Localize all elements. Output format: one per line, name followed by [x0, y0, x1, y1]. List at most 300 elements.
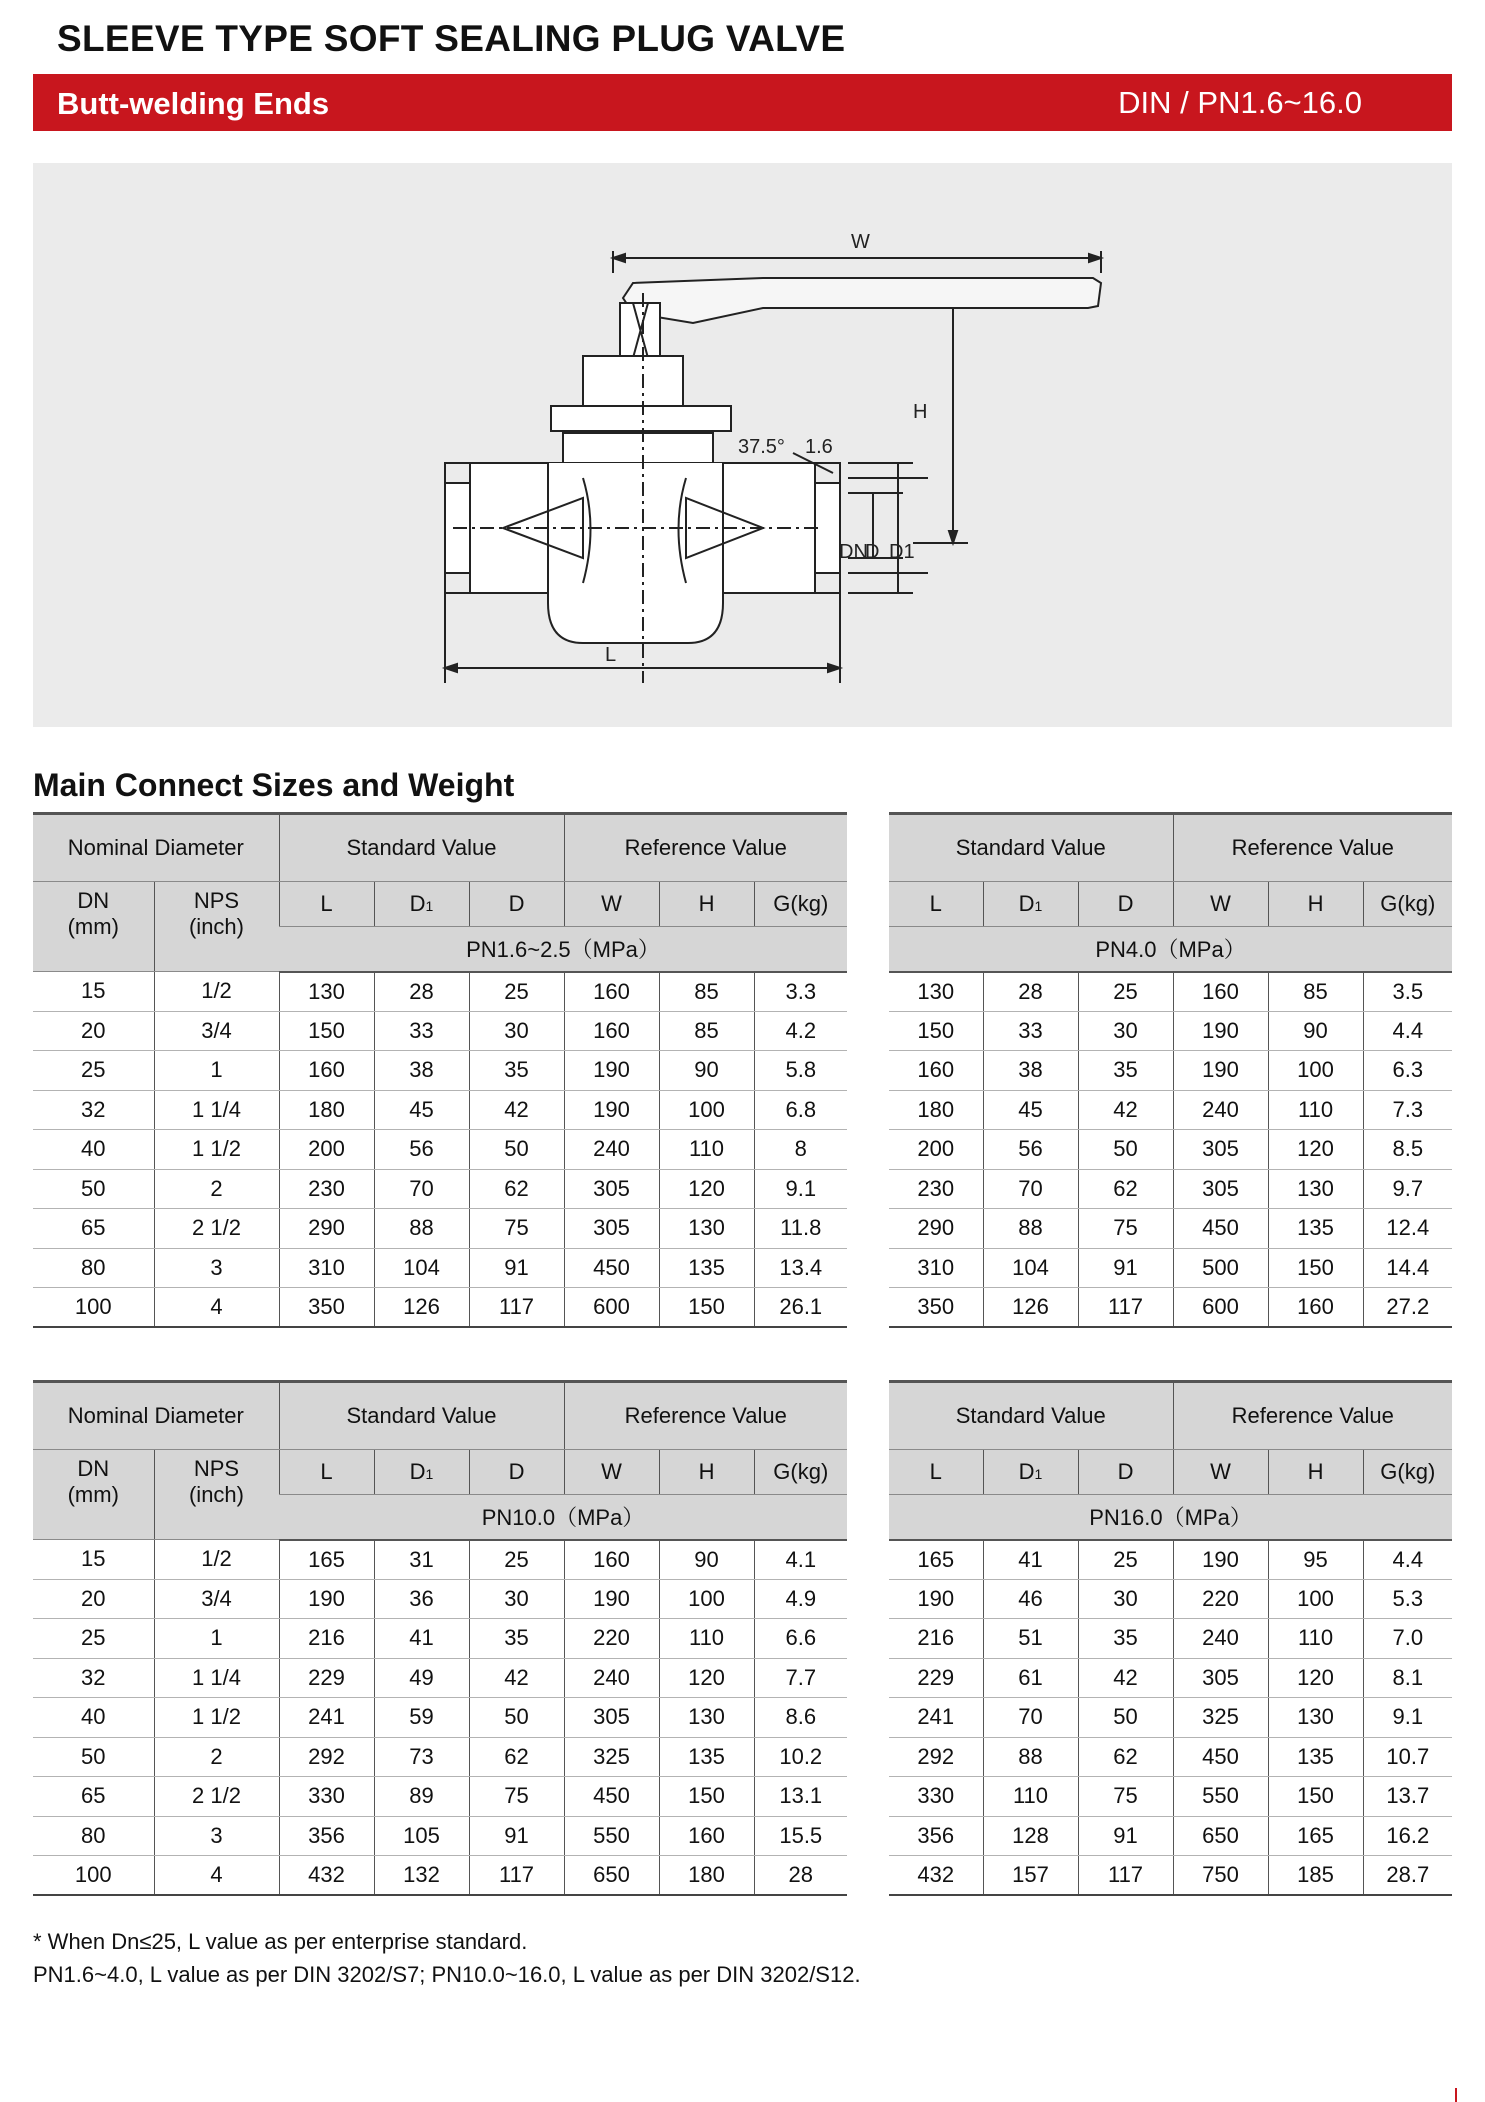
cell-d1: 157 — [983, 1856, 1078, 1896]
cell-h: 90 — [1268, 1011, 1363, 1051]
cell-dn: 80 — [33, 1248, 154, 1288]
cell-d: 62 — [1078, 1169, 1173, 1209]
cell-d: 75 — [1078, 1209, 1173, 1249]
cell-d1: 104 — [983, 1248, 1078, 1288]
header-nps: NPS (inch) — [154, 882, 279, 972]
cell-w: 190 — [1173, 1051, 1268, 1091]
table-row — [889, 1288, 1452, 1328]
cell-d: 35 — [469, 1619, 564, 1659]
cell-g: 8.5 — [1363, 1130, 1452, 1170]
header-w: W — [1173, 882, 1268, 927]
cell-dn: 20 — [33, 1011, 154, 1051]
cell-d: 50 — [1078, 1698, 1173, 1738]
cell-w: 160 — [564, 1540, 659, 1580]
cell-l: 292 — [279, 1737, 374, 1777]
pressure-class: PN16.0（MPa） — [889, 1495, 1452, 1540]
cell-h: 150 — [659, 1777, 754, 1817]
cell-g: 4.4 — [1363, 1011, 1452, 1051]
cell-g: 13.4 — [754, 1248, 847, 1288]
table-row — [33, 1737, 847, 1777]
cell-l: 230 — [279, 1169, 374, 1209]
cell-nps: 1 1/2 — [154, 1130, 279, 1170]
header-d1: D1 — [983, 1450, 1078, 1495]
cell-w: 450 — [1173, 1209, 1268, 1249]
cell-g: 10.2 — [754, 1737, 847, 1777]
header-d1: D1 — [374, 882, 469, 927]
cell-w: 450 — [564, 1777, 659, 1817]
cell-d: 25 — [1078, 1540, 1173, 1580]
cell-h: 150 — [1268, 1777, 1363, 1817]
header-standard-value: Standard Value — [889, 814, 1173, 882]
cell-h: 180 — [659, 1856, 754, 1896]
header-w: W — [564, 882, 659, 927]
cell-g: 11.8 — [754, 1209, 847, 1249]
table-row — [33, 1698, 847, 1738]
cell-d1: 88 — [983, 1209, 1078, 1249]
header-h: H — [1268, 1450, 1363, 1495]
table-row — [889, 1011, 1452, 1051]
cell-dn: 100 — [33, 1288, 154, 1328]
table-row — [33, 1540, 847, 1580]
cell-d1: 105 — [374, 1816, 469, 1856]
cell-d1: 132 — [374, 1856, 469, 1896]
cell-l: 230 — [889, 1169, 983, 1209]
cell-d1: 33 — [374, 1011, 469, 1051]
cell-d: 50 — [1078, 1130, 1173, 1170]
cell-d1: 28 — [983, 972, 1078, 1012]
cell-nps: 1 1/4 — [154, 1658, 279, 1698]
cell-h: 135 — [1268, 1737, 1363, 1777]
cell-g: 4.2 — [754, 1011, 847, 1051]
cell-d: 30 — [469, 1011, 564, 1051]
cell-dn: 32 — [33, 1658, 154, 1698]
label-dn: DN — [839, 541, 868, 563]
cell-h: 110 — [659, 1619, 754, 1659]
cell-l: 310 — [889, 1248, 983, 1288]
cell-d: 25 — [1078, 972, 1173, 1012]
cell-nps: 3/4 — [154, 1011, 279, 1051]
cell-d: 75 — [469, 1777, 564, 1817]
cell-d: 35 — [1078, 1051, 1173, 1091]
header-reference-value: Reference Value — [564, 814, 847, 882]
cell-l: 216 — [279, 1619, 374, 1659]
table-row — [889, 1130, 1452, 1170]
cell-g: 9.7 — [1363, 1169, 1452, 1209]
cell-l: 330 — [279, 1777, 374, 1817]
cell-h: 130 — [1268, 1169, 1363, 1209]
end-type-subtitle: Butt-welding Ends — [57, 86, 330, 121]
cell-w: 305 — [564, 1209, 659, 1249]
cell-w: 240 — [1173, 1090, 1268, 1130]
cell-d1: 45 — [374, 1090, 469, 1130]
cell-d: 25 — [469, 972, 564, 1012]
table-row — [33, 1658, 847, 1698]
header-l: L — [279, 1450, 374, 1495]
cell-d: 30 — [1078, 1011, 1173, 1051]
cell-d1: 128 — [983, 1816, 1078, 1856]
cell-d1: 41 — [983, 1540, 1078, 1580]
header-g: G(kg) — [1363, 1450, 1452, 1495]
cell-g: 28.7 — [1363, 1856, 1452, 1896]
cell-g: 5.8 — [754, 1051, 847, 1091]
table-row — [889, 1169, 1452, 1209]
table-row — [889, 1051, 1452, 1091]
table-row — [889, 1209, 1452, 1249]
cell-w: 500 — [1173, 1248, 1268, 1288]
header-reference-value: Reference Value — [1173, 1382, 1452, 1450]
cell-l: 241 — [279, 1698, 374, 1738]
table-pn160 — [889, 1380, 1452, 1896]
cell-w: 325 — [1173, 1698, 1268, 1738]
cell-w: 305 — [1173, 1658, 1268, 1698]
cell-d1: 61 — [983, 1658, 1078, 1698]
cell-dn: 100 — [33, 1856, 154, 1896]
table-row — [33, 1130, 847, 1170]
table-row — [33, 1288, 847, 1328]
cell-h: 160 — [659, 1816, 754, 1856]
table-row — [889, 1540, 1452, 1580]
cell-g: 8 — [754, 1130, 847, 1170]
cell-l: 190 — [889, 1579, 983, 1619]
cell-g: 4.9 — [754, 1579, 847, 1619]
cell-dn: 15 — [33, 972, 154, 1012]
cell-l: 180 — [279, 1090, 374, 1130]
header-l: L — [279, 882, 374, 927]
cell-nps: 1 1/2 — [154, 1698, 279, 1738]
table-body — [889, 972, 1452, 1328]
cell-dn: 80 — [33, 1816, 154, 1856]
cell-l: 180 — [889, 1090, 983, 1130]
cell-nps: 4 — [154, 1288, 279, 1328]
cell-l: 150 — [889, 1011, 983, 1051]
cell-d1: 36 — [374, 1579, 469, 1619]
cell-h: 85 — [659, 972, 754, 1012]
header-h: H — [1268, 882, 1363, 927]
cell-g: 8.1 — [1363, 1658, 1452, 1698]
pressure-class: PN4.0（MPa） — [889, 927, 1452, 972]
table-row — [33, 1051, 847, 1091]
header-reference-value: Reference Value — [564, 1382, 847, 1450]
table-row — [33, 1169, 847, 1209]
cell-g: 9.1 — [1363, 1698, 1452, 1738]
label-d1: D1 — [889, 541, 915, 563]
cell-g: 6.8 — [754, 1090, 847, 1130]
cell-nps: 2 — [154, 1169, 279, 1209]
header-d1: D1 — [374, 1450, 469, 1495]
cell-d1: 41 — [374, 1619, 469, 1659]
header-nps: NPS (inch) — [154, 1450, 279, 1540]
cell-dn: 50 — [33, 1169, 154, 1209]
cell-l: 229 — [279, 1658, 374, 1698]
cell-dn: 65 — [33, 1777, 154, 1817]
header-standard-value: Standard Value — [889, 1382, 1173, 1450]
cell-g: 6.3 — [1363, 1051, 1452, 1091]
cell-w: 160 — [564, 972, 659, 1012]
cell-nps: 1/2 — [154, 1540, 279, 1580]
cell-d1: 70 — [983, 1698, 1078, 1738]
cell-nps: 2 — [154, 1737, 279, 1777]
cell-g: 12.4 — [1363, 1209, 1452, 1249]
header-bar — [33, 74, 1452, 131]
cell-h: 85 — [1268, 972, 1363, 1012]
cell-g: 7.0 — [1363, 1619, 1452, 1659]
cell-d1: 28 — [374, 972, 469, 1012]
cell-d: 35 — [1078, 1619, 1173, 1659]
label-l: L — [605, 644, 617, 666]
cell-nps: 3 — [154, 1816, 279, 1856]
table-row — [33, 1209, 847, 1249]
cell-w: 190 — [564, 1090, 659, 1130]
table-row — [889, 1737, 1452, 1777]
header-h: H — [659, 1450, 754, 1495]
table-row — [33, 1248, 847, 1288]
cell-h: 110 — [1268, 1619, 1363, 1659]
table-body — [33, 1540, 847, 1896]
header-d: D — [1078, 1450, 1173, 1495]
header-l: L — [889, 882, 983, 927]
cell-l: 190 — [279, 1579, 374, 1619]
cell-d1: 88 — [983, 1737, 1078, 1777]
cell-d1: 33 — [983, 1011, 1078, 1051]
cell-l: 292 — [889, 1737, 983, 1777]
cell-d: 117 — [1078, 1856, 1173, 1896]
cell-w: 220 — [1173, 1579, 1268, 1619]
cell-h: 130 — [1268, 1698, 1363, 1738]
cell-w: 450 — [1173, 1737, 1268, 1777]
cell-nps: 2 1/2 — [154, 1777, 279, 1817]
cell-g: 27.2 — [1363, 1288, 1452, 1328]
table-row — [889, 1777, 1452, 1817]
cell-dn: 25 — [33, 1619, 154, 1659]
table-row — [33, 1619, 847, 1659]
cell-g: 10.7 — [1363, 1737, 1452, 1777]
cell-dn: 40 — [33, 1130, 154, 1170]
cell-nps: 3/4 — [154, 1579, 279, 1619]
cell-l: 290 — [889, 1209, 983, 1249]
cell-h: 150 — [659, 1288, 754, 1328]
cell-d1: 70 — [374, 1169, 469, 1209]
cell-g: 7.3 — [1363, 1090, 1452, 1130]
header-reference-value: Reference Value — [1173, 814, 1452, 882]
header-w: W — [564, 1450, 659, 1495]
table-row — [33, 1011, 847, 1051]
label-h: H — [913, 401, 928, 423]
cell-g: 15.5 — [754, 1816, 847, 1856]
table-row — [889, 1856, 1452, 1896]
cell-d: 62 — [1078, 1737, 1173, 1777]
cell-w: 190 — [1173, 1540, 1268, 1580]
cell-h: 110 — [1268, 1090, 1363, 1130]
cell-h: 160 — [1268, 1288, 1363, 1328]
cell-d1: 56 — [374, 1130, 469, 1170]
cell-dn: 15 — [33, 1540, 154, 1580]
header-h: H — [659, 882, 754, 927]
cell-d: 30 — [1078, 1579, 1173, 1619]
cell-nps: 3 — [154, 1248, 279, 1288]
cell-l: 350 — [279, 1288, 374, 1328]
table-row — [889, 1579, 1452, 1619]
cell-w: 325 — [564, 1737, 659, 1777]
cell-d1: 126 — [374, 1288, 469, 1328]
table-pn100 — [33, 1380, 847, 1896]
cell-h: 90 — [659, 1051, 754, 1091]
cell-d: 42 — [1078, 1658, 1173, 1698]
cell-d1: 38 — [983, 1051, 1078, 1091]
cell-g: 13.7 — [1363, 1777, 1452, 1817]
cell-dn: 32 — [33, 1090, 154, 1130]
note-2: PN1.6~4.0, L value as per DIN 3202/S7; PN10.0~16.0, L value as per DIN 3202/S12. — [33, 1962, 861, 1987]
header-g: G(kg) — [754, 1450, 847, 1495]
cell-l: 200 — [279, 1130, 374, 1170]
cell-d1: 31 — [374, 1540, 469, 1580]
table-pn25 — [33, 812, 847, 1328]
table-row — [33, 1856, 847, 1896]
cell-w: 600 — [1173, 1288, 1268, 1328]
header-w: W — [1173, 1450, 1268, 1495]
cell-nps: 1/2 — [154, 972, 279, 1012]
cell-dn: 50 — [33, 1737, 154, 1777]
cell-l: 330 — [889, 1777, 983, 1817]
table-row — [889, 1698, 1452, 1738]
cell-w: 305 — [564, 1698, 659, 1738]
cell-w: 190 — [564, 1051, 659, 1091]
cell-d: 75 — [1078, 1777, 1173, 1817]
cell-d1: 49 — [374, 1658, 469, 1698]
cell-nps: 1 1/4 — [154, 1090, 279, 1130]
cell-w: 650 — [1173, 1816, 1268, 1856]
cell-d1: 45 — [983, 1090, 1078, 1130]
cell-w: 240 — [564, 1130, 659, 1170]
cell-l: 130 — [279, 972, 374, 1012]
valve-schematic — [33, 163, 1452, 727]
header-d: D — [469, 1450, 564, 1495]
pressure-class: PN10.0（MPa） — [279, 1495, 847, 1540]
page-edge-mark — [1455, 2088, 1457, 2102]
cell-d: 25 — [469, 1540, 564, 1580]
cell-h: 85 — [659, 1011, 754, 1051]
cell-w: 190 — [564, 1579, 659, 1619]
cell-d1: 89 — [374, 1777, 469, 1817]
cell-d: 50 — [469, 1130, 564, 1170]
cell-l: 356 — [279, 1816, 374, 1856]
cell-h: 135 — [659, 1737, 754, 1777]
table-row — [889, 1090, 1452, 1130]
cell-d1: 73 — [374, 1737, 469, 1777]
cell-d1: 51 — [983, 1619, 1078, 1659]
cell-w: 305 — [1173, 1169, 1268, 1209]
table-row — [889, 1248, 1452, 1288]
label-d: D — [865, 541, 880, 563]
footnotes — [33, 1925, 861, 1991]
label-thickness: 1.6 — [805, 436, 833, 458]
cell-w: 305 — [564, 1169, 659, 1209]
cell-l: 310 — [279, 1248, 374, 1288]
cell-d: 42 — [469, 1658, 564, 1698]
cell-d: 35 — [469, 1051, 564, 1091]
page-title: SLEEVE TYPE SOFT SEALING PLUG VALVE — [57, 18, 846, 59]
cell-h: 120 — [1268, 1658, 1363, 1698]
note-1: * When Dn≤25, L value as per enterprise standard. — [33, 1929, 528, 1954]
cell-nps: 1 — [154, 1051, 279, 1091]
cell-d1: 56 — [983, 1130, 1078, 1170]
cell-nps: 4 — [154, 1856, 279, 1896]
table-row — [33, 1816, 847, 1856]
cell-g: 3.5 — [1363, 972, 1452, 1012]
cell-h: 130 — [659, 1209, 754, 1249]
cell-d: 117 — [1078, 1288, 1173, 1328]
label-w: W — [851, 231, 870, 253]
table-row — [33, 1579, 847, 1619]
cell-l: 165 — [889, 1540, 983, 1580]
valve-drawing — [33, 163, 1452, 727]
cell-h: 90 — [659, 1540, 754, 1580]
cell-h: 150 — [1268, 1248, 1363, 1288]
header-nominal-diameter: Nominal Diameter — [33, 814, 279, 882]
cell-d1: 104 — [374, 1248, 469, 1288]
cell-d: 91 — [469, 1816, 564, 1856]
cell-l: 130 — [889, 972, 983, 1012]
cell-g: 26.1 — [754, 1288, 847, 1328]
cell-g: 4.1 — [754, 1540, 847, 1580]
cell-w: 160 — [1173, 972, 1268, 1012]
cell-nps: 2 1/2 — [154, 1209, 279, 1249]
cell-w: 750 — [1173, 1856, 1268, 1896]
cell-h: 120 — [659, 1169, 754, 1209]
table-pn40 — [889, 812, 1452, 1328]
cell-d: 117 — [469, 1288, 564, 1328]
cell-l: 432 — [279, 1856, 374, 1896]
cell-d: 91 — [1078, 1816, 1173, 1856]
cell-d: 42 — [469, 1090, 564, 1130]
cell-g: 5.3 — [1363, 1579, 1452, 1619]
header-g: G(kg) — [754, 882, 847, 927]
section-title: Main Connect Sizes and Weight — [33, 767, 515, 803]
header-dn: DN (mm) — [33, 1450, 154, 1540]
cell-w: 600 — [564, 1288, 659, 1328]
cell-d: 30 — [469, 1579, 564, 1619]
cell-h: 100 — [1268, 1579, 1363, 1619]
cell-d1: 110 — [983, 1777, 1078, 1817]
cell-l: 290 — [279, 1209, 374, 1249]
cell-l: 200 — [889, 1130, 983, 1170]
cell-g: 28 — [754, 1856, 847, 1896]
table-row — [889, 1816, 1452, 1856]
cell-w: 240 — [564, 1658, 659, 1698]
cell-l: 229 — [889, 1658, 983, 1698]
cell-l: 160 — [889, 1051, 983, 1091]
cell-l: 216 — [889, 1619, 983, 1659]
cell-d: 62 — [469, 1737, 564, 1777]
cell-g: 4.4 — [1363, 1540, 1452, 1580]
cell-d1: 88 — [374, 1209, 469, 1249]
table-row — [889, 972, 1452, 1012]
cell-d: 50 — [469, 1698, 564, 1738]
cell-g: 9.1 — [754, 1169, 847, 1209]
cell-w: 305 — [1173, 1130, 1268, 1170]
cell-h: 100 — [1268, 1051, 1363, 1091]
cell-g: 14.4 — [1363, 1248, 1452, 1288]
header-nominal-diameter: Nominal Diameter — [33, 1382, 279, 1450]
cell-w: 160 — [564, 1011, 659, 1051]
header-d1: D1 — [983, 882, 1078, 927]
cell-l: 160 — [279, 1051, 374, 1091]
cell-l: 350 — [889, 1288, 983, 1328]
cell-h: 110 — [659, 1130, 754, 1170]
table-row — [33, 1777, 847, 1817]
cell-h: 120 — [1268, 1130, 1363, 1170]
table-body — [889, 1540, 1452, 1896]
cell-w: 450 — [564, 1248, 659, 1288]
